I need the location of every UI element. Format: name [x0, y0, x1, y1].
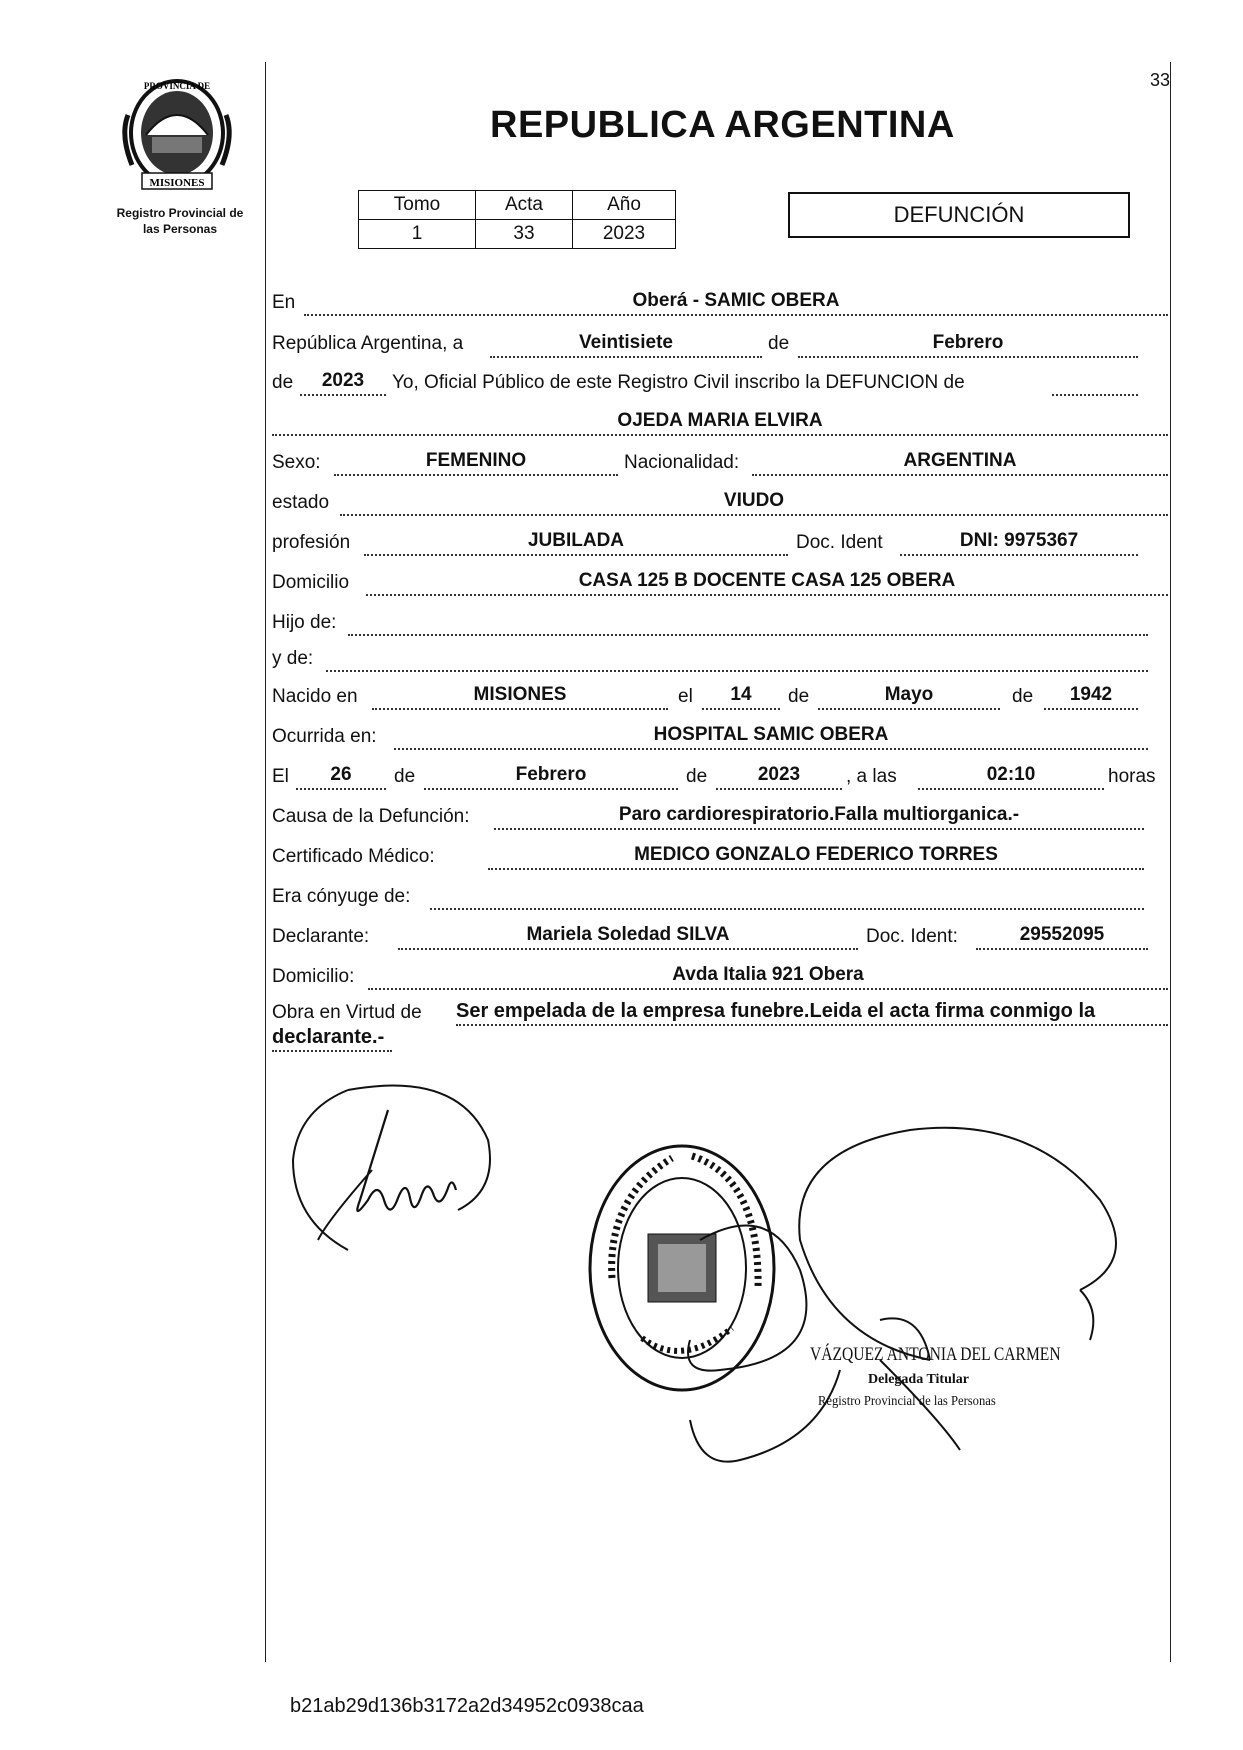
label-de-4: de	[1012, 686, 1034, 707]
field-declarante-domicilio: Avda Italia 921 Obera	[368, 964, 1168, 990]
field-estado: VIUDO	[340, 490, 1168, 516]
label-nacido-en: Nacido en	[272, 686, 358, 707]
label-estado: estado	[272, 492, 330, 513]
record-value-acta: 33	[476, 220, 573, 249]
field-hijo-de	[348, 610, 1148, 636]
label-de-1: de	[768, 333, 790, 354]
field-obra-line2: declarante.-	[272, 1026, 392, 1052]
declarante-signature	[288, 1070, 518, 1270]
field-certificado: MEDICO GONZALO FEDERICO TORRES	[488, 844, 1144, 870]
field-dia-texto: Veintisiete	[490, 332, 762, 358]
field-profesion: JUBILADA	[364, 530, 788, 556]
left-margin-line	[265, 62, 266, 1662]
official-role: Delegada Titular	[868, 1372, 969, 1387]
field-domicilio: CASA 125 B DOCENTE CASA 125 OBERA	[366, 570, 1168, 596]
record-header-anio: Año	[573, 191, 676, 220]
label-sexo: Sexo:	[272, 452, 321, 473]
label-declarante: Declarante:	[272, 926, 370, 947]
label-profesion: profesión	[272, 532, 351, 553]
label-nacionalidad: Nacionalidad:	[624, 452, 740, 473]
label-hijo-de: Hijo de:	[272, 612, 337, 633]
field-obra-line1: Ser empelada de la empresa funebre.Leida el acta firma conmigo la	[456, 1000, 1168, 1026]
label-de-3: de	[788, 686, 810, 707]
field-nacido-en: MISIONES	[372, 684, 668, 710]
label-causa: Causa de la Defunción:	[272, 806, 470, 827]
field-lugar: Oberá - SAMIC OBERA	[304, 290, 1168, 316]
label-certificado: Certificado Médico:	[272, 846, 435, 867]
label-yo-inscribo: Yo, Oficial Público de este Registro Civil inscribo la DEFUNCION de	[392, 372, 965, 393]
field-nombre: OJEDA MARIA ELVIRA	[272, 410, 1168, 436]
field-sexo: FEMENINO	[334, 450, 618, 476]
document-hash: b21ab29d136b3172a2d34952c0938caa	[290, 1695, 644, 1717]
label-domicilio-2: Domicilio:	[272, 966, 355, 987]
registry-label	[100, 205, 260, 237]
label-domicilio: Domicilio	[272, 572, 350, 593]
field-declarante: Mariela Soledad SILVA	[398, 924, 858, 950]
label-y-de: y de:	[272, 648, 314, 669]
field-nacionalidad: ARGENTINA	[752, 450, 1168, 476]
field-nac-anio: 1942	[1044, 684, 1138, 710]
document-type-box: DEFUNCIÓN	[788, 192, 1130, 238]
page-number: 33	[1150, 70, 1171, 90]
record-table	[358, 190, 676, 249]
label-horas: horas	[1108, 766, 1156, 787]
misiones-seal-logo	[118, 75, 236, 195]
record-header-row	[359, 191, 676, 220]
field-nac-dia: 14	[702, 684, 780, 710]
record-header-tomo: Tomo	[359, 191, 476, 220]
label-el-cap: El	[272, 766, 289, 787]
label-doc-ident-2: Doc. Ident:	[866, 926, 958, 947]
field-hora: 02:10	[918, 764, 1104, 790]
field-dni: DNI: 9975367	[900, 530, 1138, 556]
field-def-mes: Febrero	[424, 764, 678, 790]
seal-bottom-text: MISIONES	[149, 177, 205, 189]
label-de-6: de	[686, 766, 708, 787]
label-ocurrida-en: Ocurrida en:	[272, 726, 377, 747]
field-causa: Paro cardiorespiratorio.Falla multiorganica.-	[494, 804, 1144, 830]
right-margin-line	[1170, 62, 1171, 1662]
label-conyuge: Era cónyuge de:	[272, 886, 411, 907]
official-name: VÁZQUEZ ANTONIA DEL CARMEN	[810, 1344, 1061, 1365]
record-value-row	[359, 220, 676, 249]
field-conyuge	[430, 884, 1144, 910]
field-declarante-doc: 29552095	[976, 924, 1148, 950]
field-def-anio: 2023	[716, 764, 842, 790]
record-value-anio: 2023	[573, 220, 676, 249]
field-def-dia: 26	[296, 764, 386, 790]
record-value-tomo: 1	[359, 220, 476, 249]
dots-after-yo	[1052, 370, 1138, 396]
registry-label-line2: las Personas	[142, 222, 218, 236]
field-ocurrida-en: HOSPITAL SAMIC OBERA	[394, 724, 1148, 750]
label-republica: República Argentina, a	[272, 333, 464, 354]
label-doc-ident: Doc. Ident	[796, 532, 883, 553]
label-de-5: de	[394, 766, 416, 787]
seal-top-text: PROVINCIA DE	[143, 81, 211, 91]
page-title: REPUBLICA ARGENTINA	[490, 104, 955, 146]
record-header-acta: Acta	[476, 191, 573, 220]
field-y-de	[326, 646, 1148, 672]
label-en: En	[272, 292, 296, 313]
field-nac-mes: Mayo	[818, 684, 1000, 710]
label-a-las: , a las	[846, 766, 897, 787]
label-el: el	[678, 686, 693, 707]
field-anio: 2023	[300, 370, 386, 396]
registry-label-line1: Registro Provincial de	[116, 206, 244, 220]
field-mes: Febrero	[798, 332, 1138, 358]
label-de-2: de	[272, 372, 294, 393]
official-office: Registro Provincial de las Personas	[818, 1394, 996, 1409]
official-signature	[680, 1120, 1160, 1500]
label-obra: Obra en Virtud de	[272, 1002, 422, 1023]
